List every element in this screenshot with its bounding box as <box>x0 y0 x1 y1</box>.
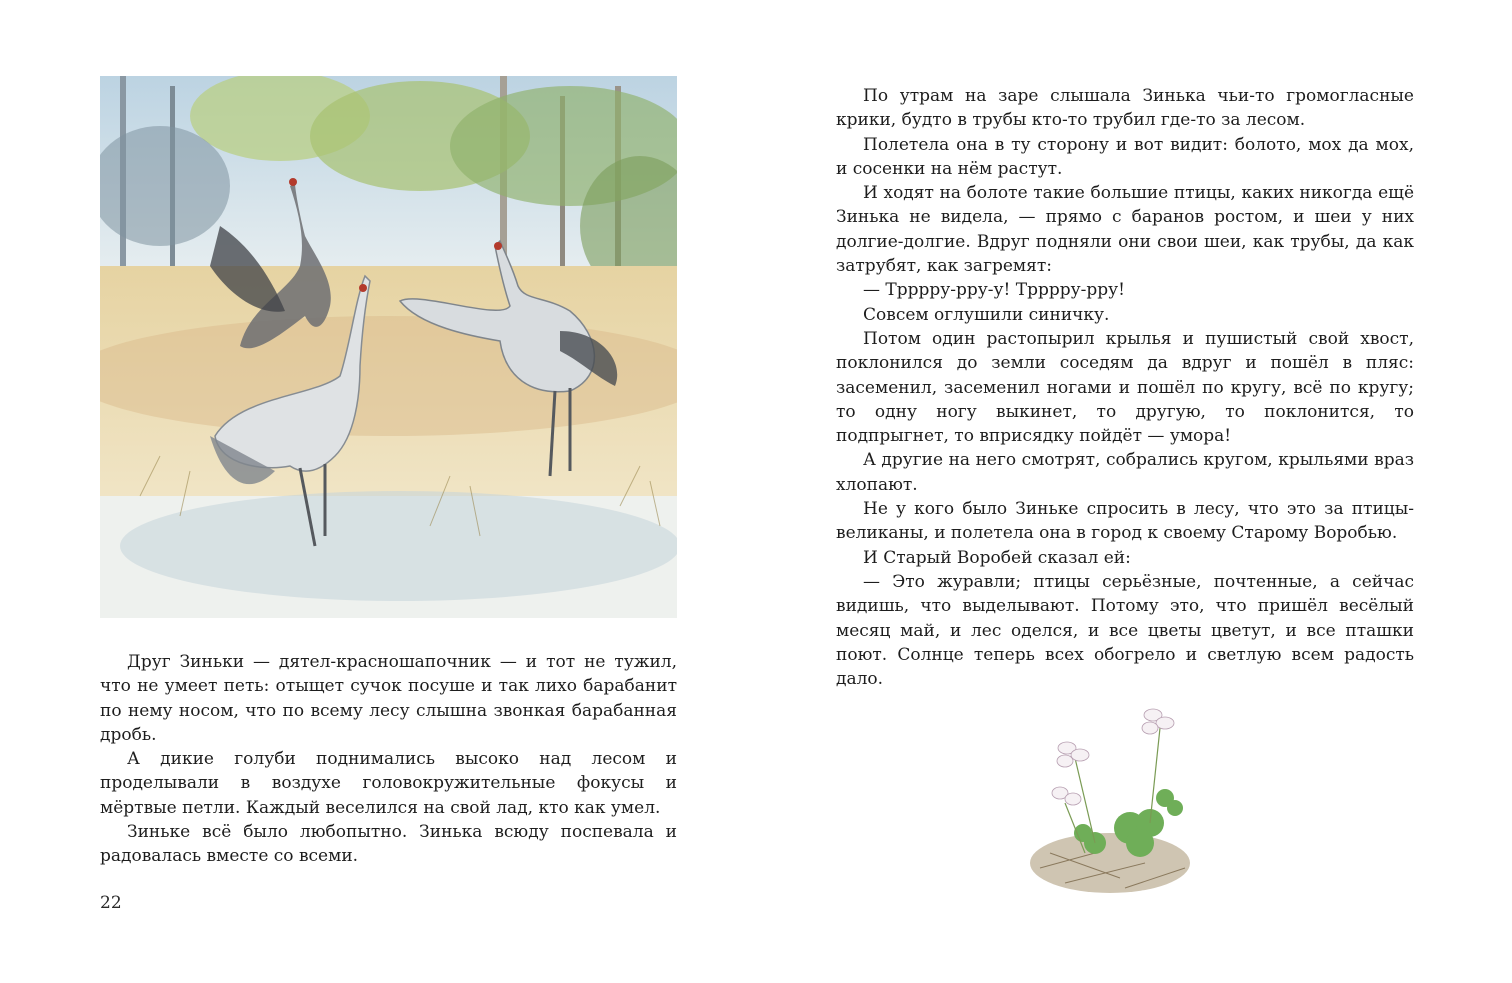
paragraph: И Старый Воробей сказал ей: <box>863 547 1131 568</box>
paragraph: — Трррру-рру-у! Трррру-рру! <box>863 280 1125 301</box>
paragraph: Друг Зиньки — дятел-красношапочник — и тот не тужил, что не умеет петь: отыщет сучок посуше и так лихо барабанит по нему носом, что по всему лесу слышна звонкая барабанная дробь. <box>100 652 677 745</box>
paragraph: А другие на него смотрят, собрались кругом, крыльями враз хлопают. <box>836 450 1414 495</box>
paragraph: Потом один растопырил крылья и пушистый свой хвост, поклонился до земли соседям да вдруг и пошёл в пляс: засеменил, засеменил ногами и пошёл по кругу, всё по кругу; то одну ногу выкинет, то другую, то поклонится, то подпрыгнет, то вприсядку пойдёт — умора! <box>836 328 1414 447</box>
paragraph: По утрам на заре слышала Зинька чьи-то громогласные крики, будто в трубы кто-то трубил где-то за лесом. <box>836 86 1414 131</box>
page-number: 22 <box>100 893 122 913</box>
left-text-column <box>100 650 677 869</box>
wood-sorrel-illustration <box>1025 703 1195 903</box>
cranes-illustration <box>100 76 677 618</box>
paragraph: Совсем оглушили синичку. <box>863 304 1110 325</box>
paragraph: — Это журавли; птицы серьёзные, почтенные, а сейчас видишь, что выделывают. Потому это, что пришёл весёлый месяц май, и лес оделся, и все цветы цветут, и все пташки поют. Солнце теперь всех обогрело и светлую всем радость дало. <box>836 571 1414 690</box>
paragraph: А дикие голуби поднимались высоко над лесом и проделывали в воздухе головокружительные фокусы и мёртвые петли. Каждый веселился на свой лад, кто как умел. <box>100 749 677 818</box>
paragraph: Зиньке всё было любопытно. Зинька всюду поспевала и радовалась вместе со всеми. <box>100 822 677 867</box>
paragraph: Не у кого было Зиньке спросить в лесу, что это за птицы-великаны, и полетела она в город к своему Старому Воробью. <box>836 499 1414 544</box>
paragraph: Полетела она в ту сторону и вот видит: болото, мох да мох, и сосенки на нём растут. <box>836 134 1414 179</box>
right-text-column <box>836 84 1414 691</box>
cranes-watercolor <box>100 76 677 618</box>
wood-sorrel-drawing <box>1025 703 1195 903</box>
paragraph: И ходят на болоте такие большие птицы, каких никогда ещё Зинька не видела, — прямо с баранов ростом, и шеи у них долгие-долгие. Вдруг подняли они свои шеи, как трубы, да как затрубят, как загремят: <box>836 183 1414 277</box>
